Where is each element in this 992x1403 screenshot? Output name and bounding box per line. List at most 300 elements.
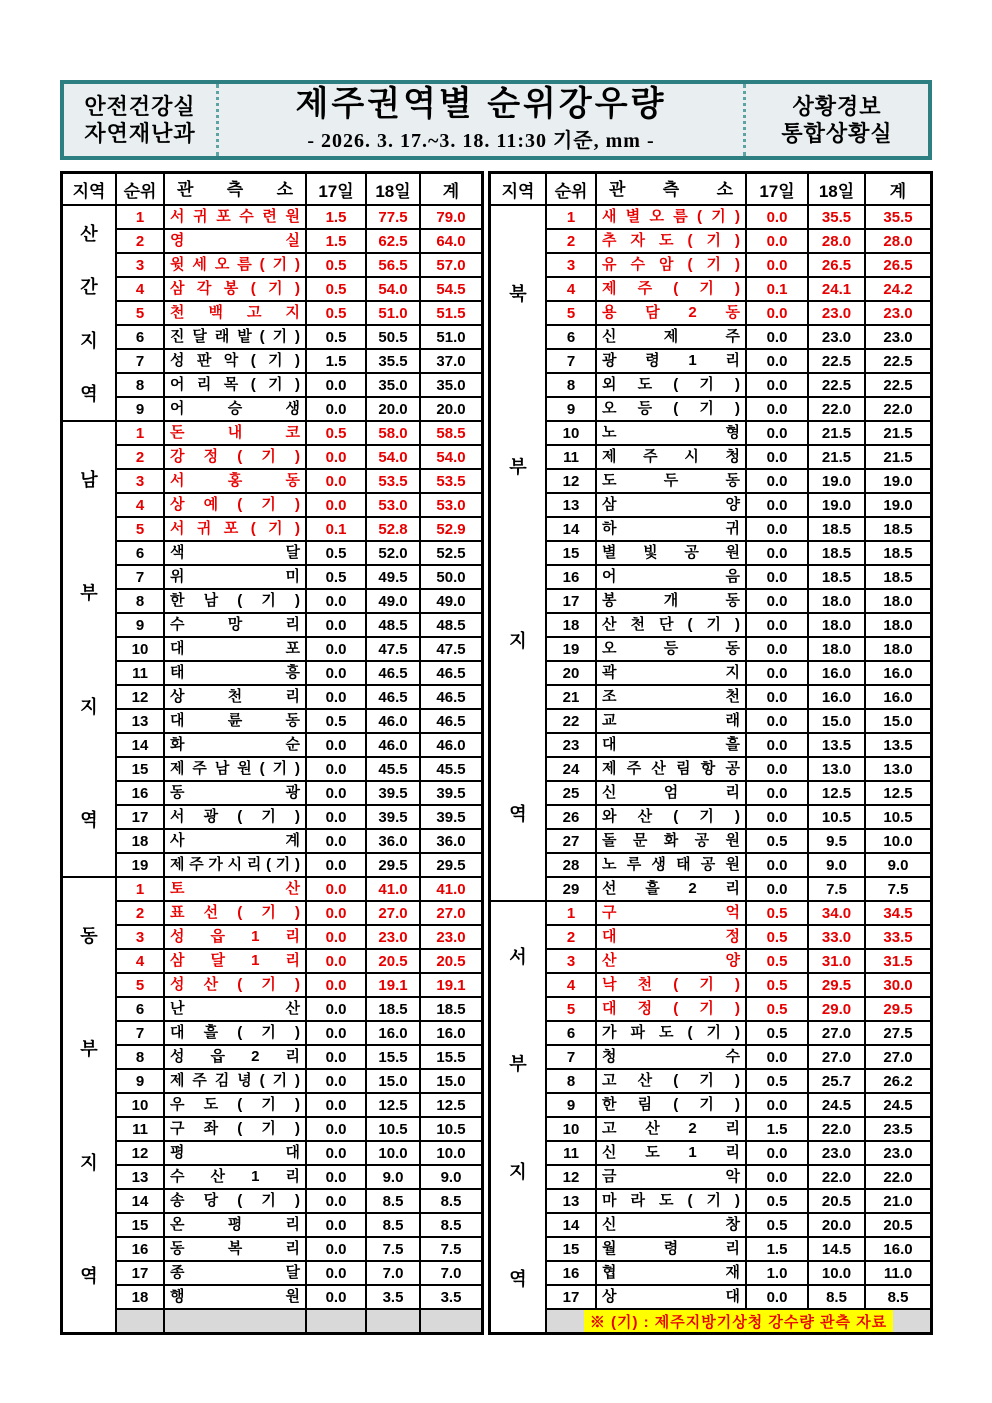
- rank-cell: 15: [547, 542, 595, 564]
- rank-cell: 26: [547, 806, 595, 828]
- station-cell: 상 예 ( 기 ): [165, 494, 305, 516]
- total-value-cell: 23.5: [866, 1118, 930, 1140]
- rank-cell: 1: [547, 206, 595, 228]
- day17-value-cell: 0.0: [747, 206, 807, 228]
- total-value-cell: 54.0: [421, 446, 481, 468]
- station-cell: 강 정 ( 기 ): [165, 446, 305, 468]
- rank-cell: 12: [117, 1142, 163, 1164]
- day18-value-cell: 49.5: [367, 566, 419, 588]
- situation-room-label: [746, 84, 928, 156]
- day17-value-cell: 0.0: [747, 590, 807, 612]
- rank-cell: 12: [547, 1166, 595, 1188]
- day17-value-cell: 0.0: [307, 398, 365, 420]
- total-value-cell: 24.2: [866, 278, 930, 300]
- day18-value-cell: 3.5: [367, 1286, 419, 1308]
- day18-value-cell: 12.5: [367, 1094, 419, 1116]
- total-value-cell: 29.5: [421, 854, 481, 876]
- day17-value-cell: 0.0: [307, 734, 365, 756]
- total-value-cell: 12.5: [421, 1094, 481, 1116]
- total-value-cell: 7.5: [421, 1238, 481, 1260]
- day18-value-cell: 8.5: [367, 1190, 419, 1212]
- column-header: 18일: [809, 174, 864, 204]
- total-value-cell: 18.0: [866, 614, 930, 636]
- total-value-cell: 8.5: [421, 1214, 481, 1236]
- day17-value-cell: 0.0: [747, 1286, 807, 1308]
- rank-cell: 8: [547, 1070, 595, 1092]
- day17-value-cell: 0.0: [307, 758, 365, 780]
- day17-value-cell: 0.5: [307, 566, 365, 588]
- rank-cell: 6: [117, 998, 163, 1020]
- rank-cell: 12: [117, 686, 163, 708]
- rank-cell: 8: [117, 1046, 163, 1068]
- day18-value-cell: 31.0: [809, 950, 864, 972]
- total-value-cell: 18.5: [421, 998, 481, 1020]
- day18-value-cell: 28.0: [809, 230, 864, 252]
- day17-value-cell: 0.0: [747, 230, 807, 252]
- day17-value-cell: 0.0: [747, 710, 807, 732]
- rank-cell: 19: [547, 638, 595, 660]
- day18-value-cell: 45.5: [367, 758, 419, 780]
- day18-value-cell: 15.0: [809, 710, 864, 732]
- day18-value-cell: 20.5: [367, 950, 419, 972]
- total-value-cell: 46.0: [421, 734, 481, 756]
- day17-value-cell: 0.0: [747, 662, 807, 684]
- total-value-cell: 23.0: [421, 926, 481, 948]
- day18-value-cell: 15.0: [367, 1070, 419, 1092]
- total-value-cell: 10.0: [421, 1142, 481, 1164]
- day17-value-cell: 0.0: [307, 950, 365, 972]
- station-cell: 천 백 고 지: [165, 302, 305, 324]
- situation-line2: 통합상황실: [781, 121, 893, 146]
- station-cell: 대 정: [597, 926, 745, 948]
- rank-cell: 16: [117, 1238, 163, 1260]
- empty-filler-cell: [307, 1310, 365, 1332]
- station-cell: 마 라 도 ( 기 ): [597, 1190, 745, 1212]
- rank-cell: 7: [547, 350, 595, 372]
- day17-value-cell: 0.0: [747, 518, 807, 540]
- day18-value-cell: 36.0: [367, 830, 419, 852]
- day17-value-cell: 0.0: [747, 326, 807, 348]
- day18-value-cell: 22.5: [809, 350, 864, 372]
- rank-cell: 10: [547, 422, 595, 444]
- station-cell: 고 산 2 리: [597, 1118, 745, 1140]
- day18-value-cell: 18.0: [809, 638, 864, 660]
- day18-value-cell: 39.5: [367, 806, 419, 828]
- day17-value-cell: 0.1: [747, 278, 807, 300]
- rank-cell: 9: [117, 398, 163, 420]
- day18-value-cell: 8.5: [367, 1214, 419, 1236]
- rank-cell: 14: [117, 734, 163, 756]
- station-cell: 송 당 ( 기 ): [165, 1190, 305, 1212]
- department-line1: 안전건강실: [84, 93, 196, 119]
- region-label: [63, 422, 115, 876]
- rank-cell: 3: [117, 254, 163, 276]
- day18-value-cell: 29.0: [809, 998, 864, 1020]
- rank-cell: 17: [547, 1286, 595, 1308]
- day17-value-cell: 0.0: [747, 446, 807, 468]
- day17-value-cell: 0.0: [307, 998, 365, 1020]
- day18-value-cell: 21.5: [809, 422, 864, 444]
- day18-value-cell: 50.5: [367, 326, 419, 348]
- day18-value-cell: 18.5: [367, 998, 419, 1020]
- station-cell: 신 엄 리: [597, 782, 745, 804]
- region-label: [63, 206, 115, 420]
- day18-value-cell: 35.0: [367, 374, 419, 396]
- total-value-cell: 20.0: [421, 398, 481, 420]
- rank-cell: 4: [547, 974, 595, 996]
- day17-value-cell: 0.0: [747, 374, 807, 396]
- rank-cell: 13: [547, 494, 595, 516]
- day17-value-cell: 0.0: [307, 614, 365, 636]
- total-value-cell: 8.5: [421, 1190, 481, 1212]
- station-cell: 대 흘 ( 기 ): [165, 1022, 305, 1044]
- total-value-cell: 16.0: [866, 1238, 930, 1260]
- region-label: [63, 878, 115, 1332]
- day18-value-cell: 29.5: [367, 854, 419, 876]
- rank-cell: 9: [547, 398, 595, 420]
- department-label: [64, 84, 216, 156]
- total-value-cell: 18.0: [866, 590, 930, 612]
- day17-value-cell: 1.5: [307, 230, 365, 252]
- day18-value-cell: 54.0: [367, 278, 419, 300]
- day18-value-cell: 20.0: [809, 1214, 864, 1236]
- total-value-cell: 15.0: [421, 1070, 481, 1092]
- rank-cell: 2: [547, 926, 595, 948]
- station-cell: 협 재: [597, 1262, 745, 1284]
- day17-value-cell: 0.5: [307, 326, 365, 348]
- day18-value-cell: 29.5: [809, 974, 864, 996]
- rank-cell: 2: [117, 902, 163, 924]
- region-char: 지: [80, 330, 98, 351]
- total-value-cell: 57.0: [421, 254, 481, 276]
- station-cell: 교 래: [597, 710, 745, 732]
- region-char: 서: [509, 946, 527, 967]
- total-value-cell: 48.5: [421, 614, 481, 636]
- rank-cell: 22: [547, 710, 595, 732]
- total-value-cell: 52.9: [421, 518, 481, 540]
- day17-value-cell: 0.5: [747, 1070, 807, 1092]
- total-value-cell: 24.5: [866, 1094, 930, 1116]
- day17-value-cell: 0.0: [747, 470, 807, 492]
- total-value-cell: 79.0: [421, 206, 481, 228]
- rank-cell: 17: [117, 1262, 163, 1284]
- rank-cell: 13: [547, 1190, 595, 1212]
- day18-value-cell: 19.0: [809, 470, 864, 492]
- station-cell: 구 억: [597, 902, 745, 924]
- total-value-cell: 39.5: [421, 782, 481, 804]
- total-value-cell: 10.5: [866, 806, 930, 828]
- day18-value-cell: 47.5: [367, 638, 419, 660]
- rainfall-table-right: [488, 171, 933, 1335]
- rainfall-tables: [60, 171, 932, 1335]
- day18-value-cell: 22.0: [809, 398, 864, 420]
- station-cell: 제 주 ( 기 ): [597, 278, 745, 300]
- station-cell: 난 산: [165, 998, 305, 1020]
- day18-value-cell: 62.5: [367, 230, 419, 252]
- station-cell: 신 제 주: [597, 326, 745, 348]
- rank-cell: 1: [117, 422, 163, 444]
- day18-value-cell: 18.0: [809, 614, 864, 636]
- rank-cell: 14: [547, 1214, 595, 1236]
- rank-cell: 3: [547, 254, 595, 276]
- day17-value-cell: 0.0: [307, 494, 365, 516]
- total-value-cell: 11.0: [866, 1262, 930, 1284]
- rank-cell: 10: [117, 638, 163, 660]
- total-value-cell: 23.0: [866, 1142, 930, 1164]
- total-value-cell: 23.0: [866, 326, 930, 348]
- total-value-cell: 21.5: [866, 446, 930, 468]
- day17-value-cell: 0.0: [307, 1190, 365, 1212]
- day18-value-cell: 52.8: [367, 518, 419, 540]
- day17-value-cell: 0.5: [747, 830, 807, 852]
- day18-value-cell: 21.5: [809, 446, 864, 468]
- station-cell: 삼 각 봉 ( 기 ): [165, 278, 305, 300]
- day17-value-cell: 0.5: [747, 1190, 807, 1212]
- station-cell: 노 루 생 태 공 원: [597, 854, 745, 876]
- day18-value-cell: 26.5: [809, 254, 864, 276]
- day17-value-cell: 0.0: [747, 1142, 807, 1164]
- total-value-cell: 41.0: [421, 878, 481, 900]
- day18-value-cell: 10.0: [809, 1262, 864, 1284]
- day18-value-cell: 46.0: [367, 734, 419, 756]
- day18-value-cell: 27.0: [809, 1022, 864, 1044]
- region-char: 산: [80, 223, 98, 244]
- day17-value-cell: 0.5: [747, 950, 807, 972]
- rank-cell: 18: [117, 830, 163, 852]
- rank-cell: 17: [547, 590, 595, 612]
- day18-value-cell: 77.5: [367, 206, 419, 228]
- station-cell: 봉 개 동: [597, 590, 745, 612]
- station-cell: 용 담 2 동: [597, 302, 745, 324]
- total-value-cell: 18.5: [866, 518, 930, 540]
- day18-value-cell: 39.5: [367, 782, 419, 804]
- rank-cell: 6: [117, 326, 163, 348]
- rank-cell: 21: [547, 686, 595, 708]
- station-cell: 서 귀 포 ( 기 ): [165, 518, 305, 540]
- total-value-cell: 7.5: [866, 878, 930, 900]
- station-cell: 구 좌 ( 기 ): [165, 1118, 305, 1140]
- rank-cell: 10: [547, 1118, 595, 1140]
- day18-value-cell: 10.0: [367, 1142, 419, 1164]
- station-cell: 제 주 가 시 리 ( 기 ): [165, 854, 305, 876]
- rank-cell: 8: [117, 590, 163, 612]
- column-header: 관 측 소: [597, 174, 745, 204]
- day18-value-cell: 10.5: [809, 806, 864, 828]
- day17-value-cell: 0.0: [747, 1094, 807, 1116]
- day17-value-cell: 0.0: [307, 926, 365, 948]
- total-value-cell: 26.2: [866, 1070, 930, 1092]
- rank-cell: 10: [117, 1094, 163, 1116]
- day17-value-cell: 0.0: [747, 1166, 807, 1188]
- station-cell: 동 광: [165, 782, 305, 804]
- station-cell: 대 정 ( 기 ): [597, 998, 745, 1020]
- station-cell: 돈 내 코: [165, 422, 305, 444]
- day18-value-cell: 16.0: [367, 1022, 419, 1044]
- total-value-cell: 53.0: [421, 494, 481, 516]
- total-value-cell: 22.5: [866, 374, 930, 396]
- rank-cell: 8: [117, 374, 163, 396]
- total-value-cell: 53.5: [421, 470, 481, 492]
- rank-cell: 5: [117, 302, 163, 324]
- station-cell: 가 파 도 ( 기 ): [597, 1022, 745, 1044]
- column-header: 관 측 소: [165, 174, 305, 204]
- day17-value-cell: 0.0: [747, 350, 807, 372]
- rank-cell: 11: [117, 662, 163, 684]
- total-value-cell: 16.0: [866, 662, 930, 684]
- total-value-cell: 10.0: [866, 830, 930, 852]
- day17-value-cell: 0.0: [747, 1046, 807, 1068]
- rank-cell: 11: [547, 446, 595, 468]
- region-char: 간: [80, 277, 98, 298]
- day18-value-cell: 58.0: [367, 422, 419, 444]
- day18-value-cell: 46.5: [367, 686, 419, 708]
- station-cell: 표 선 ( 기 ): [165, 902, 305, 924]
- total-value-cell: 46.5: [421, 710, 481, 732]
- total-value-cell: 35.0: [421, 374, 481, 396]
- rank-cell: 19: [117, 854, 163, 876]
- day17-value-cell: 0.0: [307, 878, 365, 900]
- day18-value-cell: 22.0: [809, 1166, 864, 1188]
- day18-value-cell: 9.0: [809, 854, 864, 876]
- station-cell: 우 도 ( 기 ): [165, 1094, 305, 1116]
- total-value-cell: 19.1: [421, 974, 481, 996]
- report-header-band: [60, 80, 932, 160]
- day17-value-cell: 0.0: [747, 614, 807, 636]
- station-cell: 와 산 ( 기 ): [597, 806, 745, 828]
- station-cell: 제 주 김 녕 ( 기 ): [165, 1070, 305, 1092]
- department-line2: 자연재난과: [84, 121, 196, 146]
- station-cell: 삼 양: [597, 494, 745, 516]
- station-cell: 색 달: [165, 542, 305, 564]
- column-header: 17일: [747, 174, 807, 204]
- station-cell: 돌 문 화 공 원: [597, 830, 745, 852]
- day17-value-cell: 0.5: [307, 278, 365, 300]
- total-value-cell: 45.5: [421, 758, 481, 780]
- total-value-cell: 20.5: [866, 1214, 930, 1236]
- situation-line1: 상황경보: [792, 93, 882, 119]
- total-value-cell: 30.0: [866, 974, 930, 996]
- day17-value-cell: 0.0: [307, 806, 365, 828]
- day18-value-cell: 13.0: [809, 758, 864, 780]
- rank-cell: 18: [117, 1286, 163, 1308]
- total-value-cell: 51.5: [421, 302, 481, 324]
- rank-cell: 16: [117, 782, 163, 804]
- day18-value-cell: 12.5: [809, 782, 864, 804]
- column-header: 순위: [547, 174, 595, 204]
- day18-value-cell: 54.0: [367, 446, 419, 468]
- day18-value-cell: 51.0: [367, 302, 419, 324]
- total-value-cell: 18.5: [866, 566, 930, 588]
- rank-cell: 14: [547, 518, 595, 540]
- day18-value-cell: 20.5: [809, 1190, 864, 1212]
- total-value-cell: 16.0: [421, 1022, 481, 1044]
- total-value-cell: 28.0: [866, 230, 930, 252]
- day18-value-cell: 22.0: [809, 1118, 864, 1140]
- total-value-cell: 13.0: [866, 758, 930, 780]
- station-cell: 태 흥: [165, 662, 305, 684]
- column-header: 순위: [117, 174, 163, 204]
- rank-cell: 7: [117, 350, 163, 372]
- station-cell: 도 두 동: [597, 470, 745, 492]
- station-cell: 화 순: [165, 734, 305, 756]
- rank-cell: 5: [547, 302, 595, 324]
- station-cell: 동 복 리: [165, 1238, 305, 1260]
- day17-value-cell: 0.0: [307, 782, 365, 804]
- total-value-cell: 22.0: [866, 398, 930, 420]
- day18-value-cell: 7.5: [809, 878, 864, 900]
- station-cell: 청 수: [597, 1046, 745, 1068]
- station-cell: 오 등 동: [597, 638, 745, 660]
- day17-value-cell: 0.0: [747, 854, 807, 876]
- region-char: 역: [509, 804, 527, 825]
- empty-filler-cell: [367, 1310, 419, 1332]
- station-cell: 위 미: [165, 566, 305, 588]
- day17-value-cell: 0.0: [307, 470, 365, 492]
- rank-cell: 15: [547, 1238, 595, 1260]
- rank-cell: 2: [547, 230, 595, 252]
- day18-value-cell: 49.0: [367, 590, 419, 612]
- station-cell: 산 천 단 ( 기 ): [597, 614, 745, 636]
- rank-cell: 14: [117, 1190, 163, 1212]
- day18-value-cell: 25.7: [809, 1070, 864, 1092]
- day18-value-cell: 23.0: [809, 326, 864, 348]
- region-char: 부: [80, 583, 98, 604]
- station-cell: 성 판 악 ( 기 ): [165, 350, 305, 372]
- day18-value-cell: 7.0: [367, 1262, 419, 1284]
- rank-cell: 4: [117, 278, 163, 300]
- rank-cell: 5: [117, 974, 163, 996]
- rank-cell: 2: [117, 446, 163, 468]
- day17-value-cell: 0.0: [747, 782, 807, 804]
- day18-value-cell: 18.5: [809, 518, 864, 540]
- total-value-cell: 22.5: [866, 350, 930, 372]
- total-value-cell: 29.5: [866, 998, 930, 1020]
- rank-cell: 6: [547, 326, 595, 348]
- station-cell: 행 원: [165, 1286, 305, 1308]
- day17-value-cell: 0.5: [747, 902, 807, 924]
- day17-value-cell: 0.0: [747, 686, 807, 708]
- station-cell: 상 대: [597, 1286, 745, 1308]
- total-value-cell: 36.0: [421, 830, 481, 852]
- day17-value-cell: 0.0: [307, 590, 365, 612]
- rank-cell: 3: [547, 950, 595, 972]
- station-cell: 월 령 리: [597, 1238, 745, 1260]
- station-cell: 추 자 도 ( 기 ): [597, 230, 745, 252]
- footnote-text: ※ (기) : 제주지방기상청 강수량 관측 자료: [584, 1310, 893, 1332]
- station-cell: 금 악: [597, 1166, 745, 1188]
- day18-value-cell: 46.0: [367, 710, 419, 732]
- station-cell: 곽 지: [597, 662, 745, 684]
- day17-value-cell: 0.0: [307, 830, 365, 852]
- station-cell: 산 양: [597, 950, 745, 972]
- station-cell: 진 달 래 밭 ( 기 ): [165, 326, 305, 348]
- rank-cell: 23: [547, 734, 595, 756]
- station-cell: 대 흘: [597, 734, 745, 756]
- station-cell: 노 형: [597, 422, 745, 444]
- day18-value-cell: 27.0: [809, 1046, 864, 1068]
- station-cell: 서 홍 동: [165, 470, 305, 492]
- day17-value-cell: 0.5: [307, 710, 365, 732]
- rank-cell: 16: [547, 566, 595, 588]
- day17-value-cell: 0.5: [747, 998, 807, 1020]
- station-cell: 성 읍 2 리: [165, 1046, 305, 1068]
- day17-value-cell: 0.0: [747, 422, 807, 444]
- day17-value-cell: 0.0: [307, 446, 365, 468]
- day17-value-cell: 0.5: [307, 302, 365, 324]
- station-cell: 오 등 ( 기 ): [597, 398, 745, 420]
- total-value-cell: 20.5: [421, 950, 481, 972]
- station-cell: 새 별 오 름 ( 기 ): [597, 206, 745, 228]
